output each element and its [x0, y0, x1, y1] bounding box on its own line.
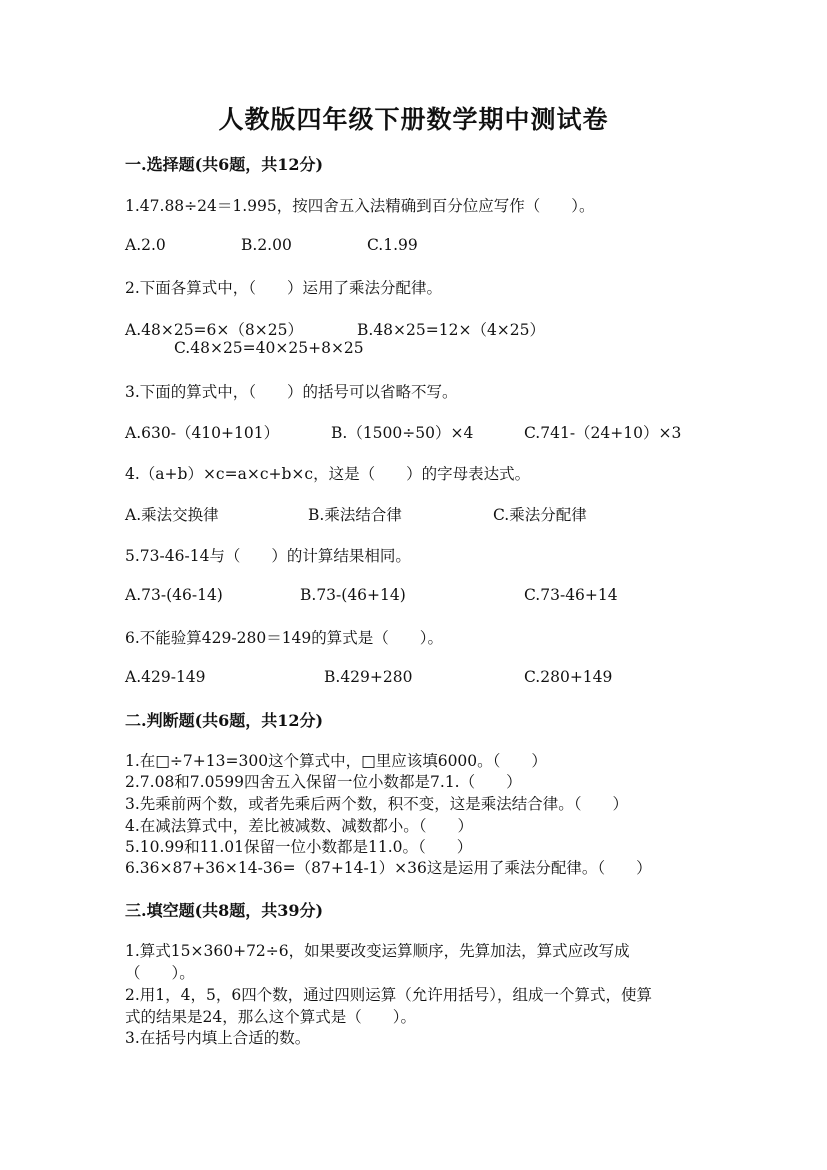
judge-item: 4.在减法算式中，差比被减数、减数都小。（ ）	[125, 817, 474, 835]
option-b: B.2.00	[241, 236, 292, 254]
option-c: C.741-（24+10）×3	[524, 424, 682, 442]
fill-item: 3.在括号内填上合适的数。	[125, 1029, 311, 1047]
section-heading-fill: 三.填空题(共8题，共39分)	[125, 901, 324, 920]
question-stem: 3.下面的算式中，（ ）的括号可以省略不写。	[125, 383, 458, 401]
fill-item: （ ）。	[125, 964, 195, 982]
option-c: C.1.99	[367, 236, 418, 254]
option-c: C.280+149	[524, 668, 613, 686]
option-c: C.乘法分配律	[493, 506, 587, 524]
judge-item: 2.7.08和7.0599四舍五入保留一位小数都是7.1.（ ）	[125, 773, 522, 791]
option-b: B.48×25=12×（4×25）	[357, 321, 546, 339]
option-a: A.630-（410+101）	[125, 424, 280, 442]
question-stem: 4.（a+b）×c=a×c+b×c，这是（ ）的字母表达式。	[125, 465, 531, 483]
fill-item: 式的结果是24，那么这个算式是（ ）。	[125, 1008, 416, 1026]
option-a: A.2.0	[125, 236, 166, 254]
judge-item: 1.在□÷7+13=300这个算式中，□里应该填6000。（ ）	[125, 752, 547, 770]
option-c: C.73-46+14	[524, 586, 618, 604]
judge-item: 6.36×87+36×14-36=（87+14-1）×36这是运用了乘法分配律。（ ）	[125, 859, 652, 877]
option-b: B.429+280	[324, 668, 413, 686]
question-stem: 5.73-46-14与（ ）的计算结果相同。	[125, 547, 411, 565]
option-c: C.48×25=40×25+8×25	[174, 339, 364, 357]
option-b: B.73-(46+14)	[300, 586, 406, 604]
option-b: B.（1500÷50）×4	[331, 424, 474, 442]
fill-item: 2.用1，4，5，6四个数，通过四则运算（允许用括号），组成一个算式，使算	[125, 986, 652, 1004]
fill-item: 1.算式15×360+72÷6，如果要改变运算顺序，先算加法，算式应改写成	[125, 942, 630, 960]
page-title: 人教版四年级下册数学期中测试卷	[218, 105, 609, 134]
question-stem: 2.下面各算式中，（ ）运用了乘法分配律。	[125, 279, 443, 297]
question-stem: 1.47.88÷24＝1.995，按四舍五入法精确到百分位应写作（ ）。	[125, 197, 595, 215]
option-a: A.73-(46-14)	[125, 586, 223, 604]
section-heading-choice: 一.选择题(共6题，共12分)	[125, 155, 324, 174]
judge-item: 3.先乘前两个数，或者先乘后两个数，积不变，这是乘法结合律。（ ）	[125, 795, 629, 813]
section-heading-judge: 二.判断题(共6题，共12分)	[125, 711, 324, 730]
judge-item: 5.10.99和11.01保留一位小数都是11.0。（ ）	[125, 838, 473, 856]
option-a: A.48×25=6×（8×25）	[125, 321, 303, 339]
option-a: A.乘法交换律	[125, 506, 219, 524]
question-stem: 6.不能验算429-280＝149的算式是（ ）。	[125, 629, 444, 647]
option-b: B.乘法结合律	[308, 506, 402, 524]
option-a: A.429-149	[125, 668, 206, 686]
